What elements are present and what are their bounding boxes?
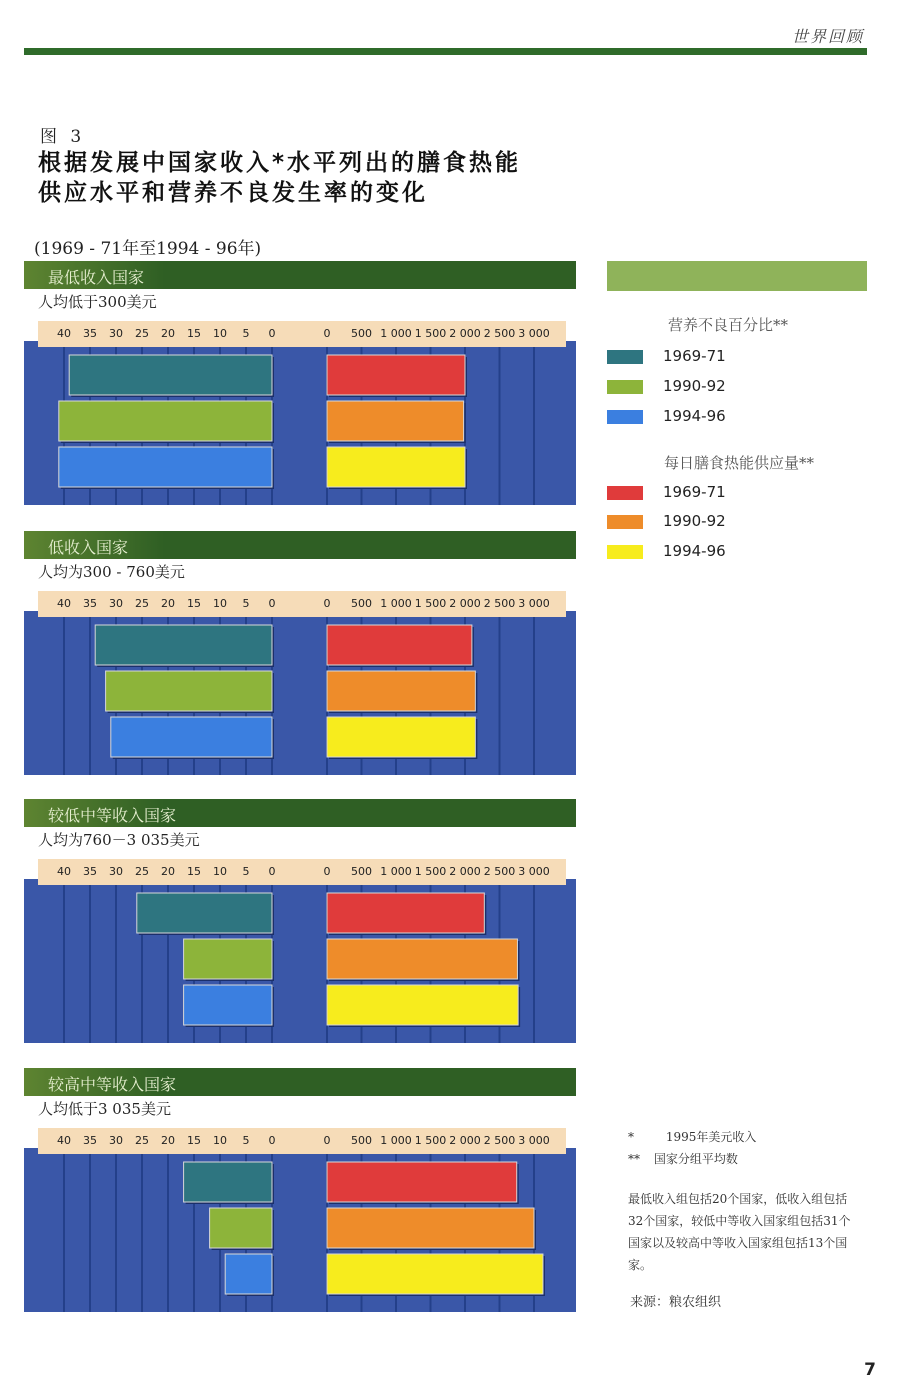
energy-bar (327, 939, 517, 979)
energy-bar (327, 893, 484, 933)
panel-subtitle: 人均低于300美元 (38, 293, 157, 311)
legend-label: 1969-71 (663, 483, 726, 501)
panel-chart (24, 315, 576, 505)
right-axis-tick-label: 500 (351, 1134, 372, 1147)
left-axis-tick-label: 0 (268, 865, 276, 878)
legend-band (607, 261, 867, 291)
legend-label: 1994-96 (663, 542, 726, 560)
running-header: 世界回顾 (791, 27, 864, 46)
source-note: 来源：粮农组织 (630, 1295, 722, 1310)
left-axis-tick-label: 40 (57, 327, 71, 340)
panel-subtitle: 人均为760－3 035美元 (38, 831, 200, 849)
right-axis-tick-label: 1 500 (414, 327, 447, 340)
panel-lower-middle-income (24, 799, 576, 1043)
malnutrition-bar (69, 355, 272, 395)
malnutrition-bar (59, 447, 272, 487)
left-axis-tick-label: 5 (242, 1134, 250, 1147)
legend-swatch (607, 410, 643, 424)
right-axis-tick-label: 2 500 (483, 597, 516, 610)
left-axis-tick-label: 0 (268, 1134, 276, 1147)
left-axis-tick-label: 35 (83, 597, 97, 610)
panel-low-income (24, 531, 576, 775)
energy-bar (327, 717, 475, 757)
left-axis-tick-label: 25 (135, 597, 149, 610)
figure-title-line-1: 根据发展中国家收入*水平列出的膳食热能 (38, 150, 522, 176)
left-axis-tick-label: 5 (242, 327, 250, 340)
right-axis-tick-label: 2 500 (483, 865, 516, 878)
panel-title: 最低收入国家 (48, 268, 145, 287)
right-axis-tick-label: 1 500 (414, 865, 447, 878)
legend-energy-title: 每日膳食热能供应量** (664, 454, 815, 472)
energy-bar (327, 671, 475, 711)
footnote-text: 1995年美元收入 (665, 1130, 757, 1144)
panel-title: 较低中等收入国家 (48, 806, 177, 825)
footnote-text: 国家分组平均数 (653, 1152, 738, 1166)
right-axis-tick-label: 3 000 (518, 1134, 550, 1147)
panel-chart (24, 585, 576, 775)
right-axis-tick-label: 3 000 (518, 597, 550, 610)
left-axis-tick-label: 35 (83, 865, 97, 878)
panel-subtitle: 人均为300 - 760美元 (38, 563, 185, 581)
malnutrition-bar (95, 625, 272, 665)
left-axis-tick-label: 25 (135, 865, 149, 878)
panel-title: 低收入国家 (48, 538, 129, 557)
left-axis-tick-label: 25 (135, 1134, 149, 1147)
right-axis-tick-label: 2 000 (449, 1134, 481, 1147)
right-axis-tick-label: 2 500 (483, 1134, 516, 1147)
footnote-1 (628, 1126, 756, 1148)
right-axis-tick-label: 1 000 (380, 865, 412, 878)
page-number: 7 (864, 1360, 876, 1380)
left-axis-tick-label: 15 (187, 1134, 201, 1147)
energy-bar (327, 1254, 543, 1294)
left-axis-tick-label: 30 (109, 865, 123, 878)
figure-subtitle: (1969 - 71年至1994 - 96年) (34, 239, 262, 259)
left-axis-tick-label: 20 (161, 597, 175, 610)
legend-label: 1994-96 (663, 407, 726, 425)
left-axis-tick-label: 30 (109, 327, 123, 340)
left-axis-tick-label: 10 (213, 1134, 227, 1147)
energy-bar (327, 355, 465, 395)
right-axis-tick-label: 3 000 (518, 865, 550, 878)
left-axis-tick-label: 10 (213, 865, 227, 878)
malnutrition-bar (59, 401, 272, 441)
right-axis-tick-label: 1 500 (414, 1134, 447, 1147)
panel-lowest-income (24, 261, 576, 505)
left-axis-tick-label: 5 (242, 865, 250, 878)
left-axis-tick-label: 30 (109, 597, 123, 610)
malnutrition-bar (210, 1208, 272, 1248)
legend-swatch (607, 350, 643, 364)
malnutrition-bar (106, 671, 272, 711)
panel-upper-middle-income (24, 1068, 576, 1312)
left-axis-tick-label: 0 (268, 597, 276, 610)
left-axis-tick-label: 15 (187, 865, 201, 878)
right-axis-tick-label: 2 500 (483, 327, 516, 340)
left-axis-tick-label: 0 (268, 327, 276, 340)
left-axis-tick-label: 35 (83, 327, 97, 340)
left-axis-tick-label: 40 (57, 865, 71, 878)
right-axis-tick-label: 0 (323, 865, 331, 878)
panel-chart (24, 1122, 576, 1312)
malnutrition-bar (184, 1162, 272, 1202)
right-axis-tick-label: 500 (351, 597, 372, 610)
right-axis-tick-label: 500 (351, 865, 372, 878)
energy-bar (327, 1208, 534, 1248)
legend-malnutrition-title: 营养不良百分比** (668, 316, 789, 334)
right-axis-tick-label: 0 (323, 597, 331, 610)
note-paragraph: 最低收入组包括20个国家，低收入组包括32个国家，较低中等收入国家组包括31个国家以及较高中等收入国家组包括13个国家。 (628, 1192, 851, 1272)
right-axis-tick-label: 1 000 (380, 1134, 412, 1147)
malnutrition-bar (137, 893, 272, 933)
footnote-mark: * (628, 1130, 634, 1144)
right-axis-tick-label: 1 000 (380, 327, 412, 340)
right-axis-tick-label: 2 000 (449, 597, 481, 610)
figure-title (38, 148, 678, 208)
left-axis-tick-label: 40 (57, 1134, 71, 1147)
energy-bar (327, 985, 518, 1025)
left-axis-tick-label: 40 (57, 597, 71, 610)
right-axis-tick-label: 1 500 (414, 597, 447, 610)
left-axis-tick-label: 10 (213, 327, 227, 340)
panel-title-bar (24, 1068, 576, 1096)
energy-bar (327, 447, 465, 487)
left-axis-tick-label: 20 (161, 865, 175, 878)
left-axis-tick-label: 25 (135, 327, 149, 340)
panel-title-bar (24, 531, 576, 559)
figure-title-line-2: 供应水平和营养不良发生率的变化 (38, 180, 428, 206)
panel-chart (24, 853, 576, 1043)
right-axis-tick-label: 0 (323, 1134, 331, 1147)
left-axis-tick-label: 15 (187, 597, 201, 610)
malnutrition-bar (225, 1254, 272, 1294)
energy-bar (327, 401, 464, 441)
malnutrition-bar (184, 985, 272, 1025)
legend-swatch (607, 545, 643, 559)
legend-swatch (607, 486, 643, 500)
malnutrition-bar (184, 939, 272, 979)
left-axis-tick-label: 10 (213, 597, 227, 610)
left-axis-tick-label: 5 (242, 597, 250, 610)
legend-label: 1969-71 (663, 347, 726, 365)
left-axis-tick-label: 20 (161, 327, 175, 340)
right-axis-tick-label: 2 000 (449, 865, 481, 878)
legend-label: 1990-92 (663, 512, 726, 530)
panel-title-bar (24, 799, 576, 827)
footnote-mark: ** (628, 1152, 640, 1166)
panel-subtitle: 人均低于3 035美元 (38, 1100, 171, 1118)
footnote-2 (628, 1148, 738, 1170)
left-axis-tick-label: 35 (83, 1134, 97, 1147)
left-axis-tick-label: 30 (109, 1134, 123, 1147)
right-axis-tick-label: 3 000 (518, 327, 550, 340)
panel-title-bar (24, 261, 576, 289)
malnutrition-bar (111, 717, 272, 757)
header-rule (24, 48, 867, 55)
right-axis-tick-label: 500 (351, 327, 372, 340)
legend-swatch (607, 380, 643, 394)
figure-label: 图 3 (40, 127, 86, 147)
energy-bar (327, 1162, 517, 1202)
legend-label: 1990-92 (663, 377, 726, 395)
right-axis-tick-label: 1 000 (380, 597, 412, 610)
panel-title: 较高中等收入国家 (48, 1075, 177, 1094)
left-axis-tick-label: 20 (161, 1134, 175, 1147)
energy-bar (327, 625, 472, 665)
legend-swatch (607, 515, 643, 529)
right-axis-tick-label: 2 000 (449, 327, 481, 340)
left-axis-tick-label: 15 (187, 327, 201, 340)
right-axis-tick-label: 0 (323, 327, 331, 340)
